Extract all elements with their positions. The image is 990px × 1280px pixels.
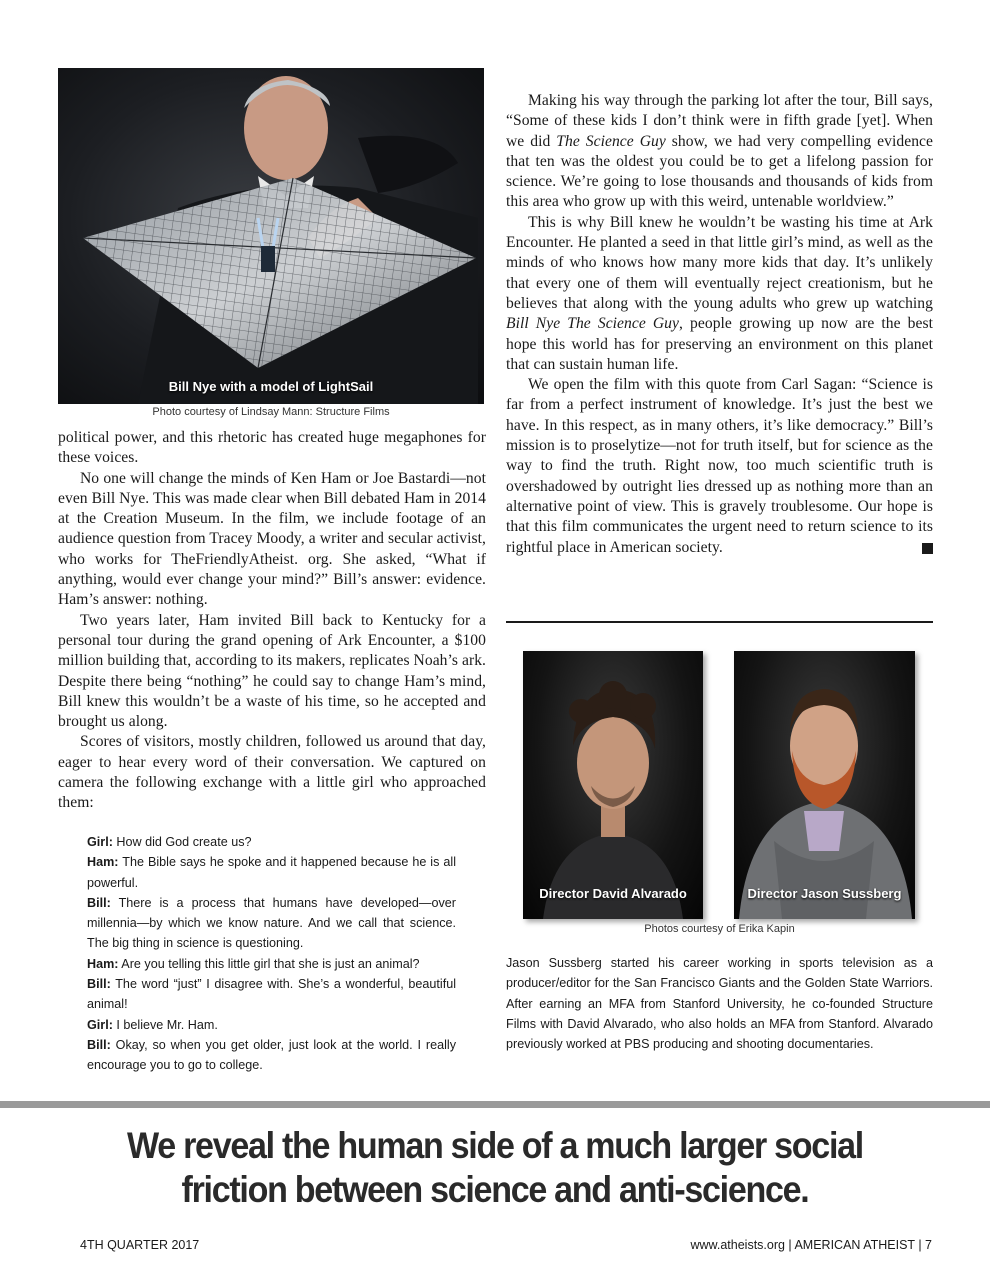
bio-text: Jason Sussberg started his career working in sports television as a producer/editor for the San Francisco Giants and the Golden State Warriors. After earning an MFA from Stanford University, he co-founded Structure Films with David Alvarado, who also holds an MFA from Stanford. Alvarado previously worked at PBS producing and shooting documentaries. [506, 956, 933, 1052]
portrait-illustration [523, 651, 703, 919]
right-column [506, 91, 933, 558]
director-photo-sussberg [734, 651, 915, 919]
paragraph: This is why Bill knew he wouldn’t be wasting his time at Ark Encounter. He planted a seed in that little girl’s mind, as well as the minds of who knows how many more kids that day. It’s unlikely that every one of them will eventually reject creationism, but he believes that along with the young adults who grew up watching Bill Nye The Science Guy, people growing up now are the best hope this world has for preserving an environment on this planet that can sustain human life. [506, 213, 934, 373]
dialogue-line: Bill: There is a process that humans have developed—over millennia—by which we know nature. And we call that science. The big thing in science is questioning. [87, 895, 456, 951]
pullquote-divider [0, 1101, 990, 1108]
pull-quote [95, 1124, 895, 1212]
paragraph: political power, and this rhetoric has created huge megaphones for these voices. [58, 429, 486, 467]
pull-quote-line: We reveal the human side of a much larger social [127, 1125, 863, 1166]
section-divider [506, 621, 933, 623]
dialogue-transcript [87, 832, 456, 1076]
director-caption: Director David Alvarado [539, 886, 687, 901]
dialogue-line: Bill: Okay, so when you get older, just look at the world. I really encourage you to go to college. [87, 1037, 456, 1073]
dialogue-line: Bill: The word “just” I disagree with. She’s a wonderful, beautiful animal! [87, 977, 456, 1012]
directors-bio [506, 953, 933, 1054]
footer-issue: 4TH QUARTER 2017 [80, 1238, 200, 1252]
lightsail-photo-illustration [58, 68, 484, 404]
paragraph: We open the film with this quote from Carl Sagan: “Science is far from a perfect instrument of knowledge. It’s just the best we have. In this respect, as in many others, it’s like democracy.” Bill’s mission is to proselytize—not for truth itself, but for science as the way to find the truth. Right now, too much scientific truth is overshadowed by outright lies dressed up as nothing more than an alternative point of view. This is gravely troublesome. Our hope is that this film communicates the urgent need to return science to its rightful place in American society. [506, 376, 933, 556]
footer-publication: www.atheists.org | AMERICAN ATHEIST | 7 [690, 1238, 932, 1252]
left-column [58, 428, 486, 814]
dialogue-line: Girl: I believe Mr. Ham. [87, 1017, 218, 1032]
dialogue-line: Ham: The Bible says he spoke and it happened because he is all powerful. [87, 855, 456, 890]
dialogue-line: Girl: How did God create us? [87, 835, 252, 849]
paragraph: Two years later, Ham invited Bill back to Kentucky for a personal tour during the grand opening of Ark Encounter, a $100 million building that, according to its makers, replicates Noah’s ark. Despite there being “nothing” he could say to change Ham’s mind, Bill knew this wouldn’t be a waste of his time, so he accepted and brought us along. [58, 611, 486, 731]
end-of-article-mark [922, 543, 933, 554]
portrait-illustration [734, 651, 915, 919]
pull-quote-line: friction between science and anti-science. [181, 1169, 809, 1210]
lightsail-photo [58, 68, 484, 404]
photo-credit: Photo courtesy of Lindsay Mann: Structure Films [152, 406, 390, 418]
photos-credit: Photos courtesy of Erika Kapin [644, 923, 795, 935]
photo-caption: Bill Nye with a model of LightSail [168, 379, 374, 394]
paragraph: Making his way through the parking lot after the tour, Bill says, “Some of these kids I don’t think were in fifth grade [yet]. When we did The Science Guy show, we had very compelling evidence that ten was the oldest you could be to get a lifelong passion for science. We’re going to lose thousands and thousands of kids from this area who grow up with this weird, untenable worldview.” [506, 92, 933, 211]
director-photo-alvarado [523, 651, 703, 919]
paragraph: Scores of visitors, mostly children, followed us around that day, eager to hear every word of their conversation. We captured on camera the following exchange with a little girl who approached them: [58, 733, 486, 812]
director-caption: Director Jason Sussberg [747, 886, 902, 901]
dialogue-line: Ham: Are you telling this little girl that she is just an animal? [87, 956, 420, 971]
paragraph: No one will change the minds of Ken Ham or Joe Bastardi—not even Bill Nye. This was made clear when Bill debated Ham in 2014 at the Creation Museum. In the film, we include footage of an audience question from Tracey Moody, a writer and secular activist, who works for TheFriendlyAtheist. org. She asked, “What if anything, would ever change your mind?” Bill’s answer: evidence. Ham’s answer: nothing. [58, 469, 486, 609]
